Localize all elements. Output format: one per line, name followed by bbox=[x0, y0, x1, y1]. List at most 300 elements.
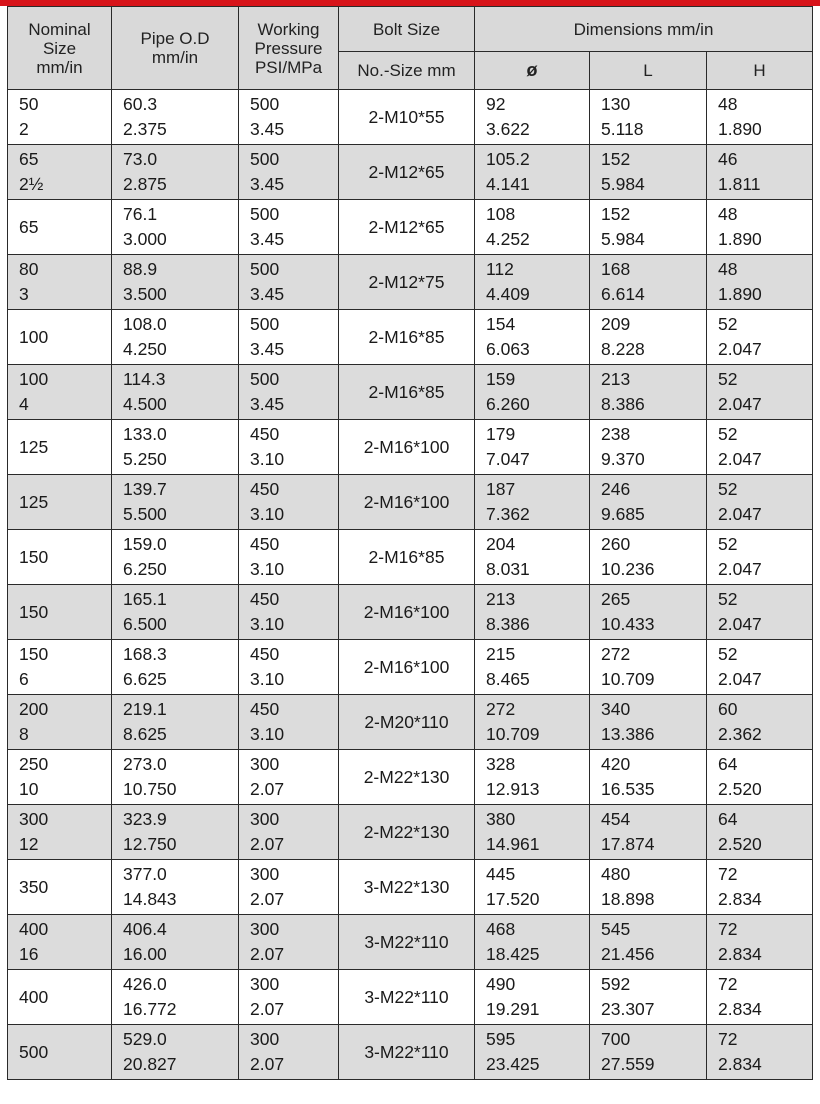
table-row bbox=[8, 805, 813, 860]
pressure-cell-in: 2.07 bbox=[250, 779, 285, 799]
height-cell bbox=[707, 970, 813, 1025]
diameter-cell bbox=[475, 860, 590, 915]
table-row bbox=[8, 585, 813, 640]
nominal-size-cell bbox=[8, 695, 112, 750]
diameter-cell-mm: 215 bbox=[486, 644, 516, 664]
diameter-cell-in: 18.425 bbox=[486, 944, 540, 964]
length-cell bbox=[590, 420, 707, 475]
nominal-size-cell bbox=[8, 145, 112, 200]
table-row bbox=[8, 750, 813, 805]
nominal-size-cell bbox=[8, 310, 112, 365]
pipe-od-cell-in: 12.750 bbox=[123, 834, 177, 854]
bolt-size-cell: 3-M22*130 bbox=[339, 860, 475, 915]
pressure-cell bbox=[239, 200, 339, 255]
pipe-od-cell-mm: 323.9 bbox=[123, 809, 167, 829]
pipe-od-cell-in: 8.625 bbox=[123, 724, 167, 744]
diameter-cell-in: 17.520 bbox=[486, 889, 540, 909]
height-cell-mm: 52 bbox=[718, 644, 738, 664]
diameter-cell bbox=[475, 915, 590, 970]
diameter-cell bbox=[475, 255, 590, 310]
height-cell-in: 2.047 bbox=[718, 504, 762, 524]
pipe-od-cell-mm: 165.1 bbox=[123, 589, 167, 609]
diameter-cell bbox=[475, 145, 590, 200]
nominal-size-cell bbox=[8, 805, 112, 860]
height-cell bbox=[707, 200, 813, 255]
height-cell bbox=[707, 530, 813, 585]
nominal-size-cell-in: 2 bbox=[19, 119, 29, 139]
length-cell-in: 17.874 bbox=[601, 834, 655, 854]
diameter-cell-mm: 179 bbox=[486, 424, 516, 444]
pipe-od-cell-in: 6.500 bbox=[123, 614, 167, 634]
height-cell bbox=[707, 255, 813, 310]
nominal-size-cell-mm: 200 bbox=[19, 699, 49, 719]
length-cell-in: 10.433 bbox=[601, 614, 655, 634]
height-cell-mm: 46 bbox=[718, 149, 738, 169]
header-bolt-size: Bolt Size bbox=[339, 7, 475, 52]
header-diameter: ø bbox=[475, 52, 590, 90]
pressure-cell-in: 3.10 bbox=[250, 614, 285, 634]
diameter-cell-in: 6.063 bbox=[486, 339, 530, 359]
pipe-od-cell bbox=[112, 1025, 239, 1080]
pressure-cell bbox=[239, 750, 339, 805]
pressure-cell-in: 3.10 bbox=[250, 669, 285, 689]
diameter-cell-mm: 204 bbox=[486, 534, 516, 554]
nominal-size-cell bbox=[8, 365, 112, 420]
nominal-size-cell-mm: 400 bbox=[19, 919, 49, 939]
nominal-size-cell-in: 2½ bbox=[19, 174, 44, 194]
height-cell-mm: 60 bbox=[718, 699, 738, 719]
pressure-cell bbox=[239, 90, 339, 145]
diameter-cell bbox=[475, 805, 590, 860]
length-cell bbox=[590, 530, 707, 585]
pressure-cell-mm: 500 bbox=[250, 94, 280, 114]
pressure-cell-in: 2.07 bbox=[250, 1054, 285, 1074]
pipe-od-cell bbox=[112, 970, 239, 1025]
pipe-coupling-spec-table bbox=[7, 6, 813, 1080]
table-row bbox=[8, 255, 813, 310]
nominal-size-cell bbox=[8, 200, 112, 255]
height-cell bbox=[707, 585, 813, 640]
length-cell-in: 21.456 bbox=[601, 944, 655, 964]
length-cell-in: 6.614 bbox=[601, 284, 645, 304]
bolt-size-cell: 2-M12*75 bbox=[339, 255, 475, 310]
pressure-cell-in: 3.45 bbox=[250, 119, 285, 139]
pipe-od-cell bbox=[112, 695, 239, 750]
bolt-size-cell: 3-M22*110 bbox=[339, 970, 475, 1025]
length-cell bbox=[590, 970, 707, 1025]
pipe-od-cell-in: 3.000 bbox=[123, 229, 167, 249]
nominal-size-cell bbox=[8, 750, 112, 805]
diameter-cell-mm: 328 bbox=[486, 754, 516, 774]
diameter-cell bbox=[475, 530, 590, 585]
length-cell bbox=[590, 90, 707, 145]
length-cell bbox=[590, 475, 707, 530]
diameter-cell bbox=[475, 695, 590, 750]
pressure-cell bbox=[239, 585, 339, 640]
pipe-od-cell bbox=[112, 530, 239, 585]
pressure-cell bbox=[239, 805, 339, 860]
length-cell-in: 5.118 bbox=[601, 119, 644, 139]
pipe-od-cell-in: 10.750 bbox=[123, 779, 177, 799]
header-nominal-size: Nominal Size mm/in bbox=[8, 7, 112, 90]
pipe-od-cell bbox=[112, 90, 239, 145]
pipe-od-cell-mm: 73.0 bbox=[123, 149, 158, 169]
pipe-od-cell-mm: 426.0 bbox=[123, 974, 167, 994]
length-cell bbox=[590, 310, 707, 365]
diameter-cell-in: 4.409 bbox=[486, 284, 530, 304]
pressure-cell-in: 3.45 bbox=[250, 394, 285, 414]
length-cell-in: 13.386 bbox=[601, 724, 655, 744]
length-cell bbox=[590, 145, 707, 200]
nominal-size-cell bbox=[8, 1025, 112, 1080]
height-cell-mm: 72 bbox=[718, 1029, 738, 1049]
height-cell-mm: 52 bbox=[718, 424, 738, 444]
diameter-cell-in: 6.260 bbox=[486, 394, 530, 414]
height-cell-in: 1.890 bbox=[718, 284, 762, 304]
height-cell-mm: 72 bbox=[718, 974, 738, 994]
pressure-cell bbox=[239, 970, 339, 1025]
height-cell bbox=[707, 310, 813, 365]
diameter-cell-in: 8.031 bbox=[486, 559, 530, 579]
table-row bbox=[8, 695, 813, 750]
diameter-cell-mm: 92 bbox=[486, 94, 506, 114]
diameter-cell bbox=[475, 475, 590, 530]
header-working-pressure: Working Pressure PSI/MPa bbox=[239, 7, 339, 90]
pressure-cell-mm: 300 bbox=[250, 754, 280, 774]
nominal-size-cell-mm: 100 bbox=[19, 369, 49, 389]
diameter-cell-in: 7.362 bbox=[486, 504, 530, 524]
table-row bbox=[8, 970, 813, 1025]
diameter-cell-mm: 380 bbox=[486, 809, 516, 829]
length-cell-in: 8.228 bbox=[601, 339, 645, 359]
diameter-cell-mm: 272 bbox=[486, 699, 516, 719]
nominal-size-cell bbox=[8, 90, 112, 145]
length-cell-mm: 454 bbox=[601, 809, 631, 829]
bolt-size-cell: 2-M16*100 bbox=[339, 640, 475, 695]
pipe-od-cell-mm: 108.0 bbox=[123, 314, 167, 334]
pressure-cell bbox=[239, 915, 339, 970]
pipe-od-cell-in: 4.250 bbox=[123, 339, 167, 359]
height-cell bbox=[707, 695, 813, 750]
height-cell bbox=[707, 805, 813, 860]
height-cell-mm: 72 bbox=[718, 919, 738, 939]
pipe-od-cell-mm: 88.9 bbox=[123, 259, 158, 279]
length-cell-in: 23.307 bbox=[601, 999, 655, 1019]
table-row bbox=[8, 915, 813, 970]
length-cell-mm: 152 bbox=[601, 149, 631, 169]
length-cell bbox=[590, 1025, 707, 1080]
pipe-od-cell-mm: 168.3 bbox=[123, 644, 167, 664]
table-row bbox=[8, 420, 813, 475]
pressure-cell-mm: 500 bbox=[250, 314, 280, 334]
bolt-size-cell: 2-M10*55 bbox=[339, 90, 475, 145]
height-cell bbox=[707, 145, 813, 200]
pressure-cell-in: 2.07 bbox=[250, 834, 285, 854]
pressure-cell bbox=[239, 1025, 339, 1080]
nominal-size-cell-mm: 250 bbox=[19, 754, 49, 774]
pipe-od-cell-in: 16.772 bbox=[123, 999, 177, 1019]
pipe-od-cell bbox=[112, 860, 239, 915]
length-cell-mm: 340 bbox=[601, 699, 631, 719]
diameter-cell-in: 3.622 bbox=[486, 119, 530, 139]
pressure-cell bbox=[239, 860, 339, 915]
length-cell-mm: 420 bbox=[601, 754, 631, 774]
length-cell bbox=[590, 200, 707, 255]
diameter-cell-in: 14.961 bbox=[486, 834, 540, 854]
table-row bbox=[8, 310, 813, 365]
diameter-cell bbox=[475, 200, 590, 255]
pressure-cell-in: 3.10 bbox=[250, 724, 285, 744]
pressure-cell-mm: 500 bbox=[250, 149, 280, 169]
pressure-cell-mm: 300 bbox=[250, 809, 280, 829]
diameter-cell bbox=[475, 1025, 590, 1080]
height-cell-mm: 48 bbox=[718, 94, 738, 114]
pressure-cell-mm: 450 bbox=[250, 534, 280, 554]
length-cell-mm: 130 bbox=[601, 94, 631, 114]
pressure-cell-mm: 300 bbox=[250, 919, 280, 939]
length-cell bbox=[590, 255, 707, 310]
pressure-cell-mm: 300 bbox=[250, 974, 280, 994]
table-row bbox=[8, 530, 813, 585]
height-cell-mm: 48 bbox=[718, 204, 738, 224]
pipe-od-cell bbox=[112, 585, 239, 640]
header-height: H bbox=[707, 52, 813, 90]
pipe-od-cell-mm: 219.1 bbox=[123, 699, 167, 719]
nominal-size-cell bbox=[8, 970, 112, 1025]
pressure-cell-mm: 450 bbox=[250, 479, 280, 499]
bolt-size-cell: 2-M16*85 bbox=[339, 365, 475, 420]
nominal-size-cell-mm: 125 bbox=[19, 491, 49, 512]
table-row bbox=[8, 475, 813, 530]
length-cell-in: 18.898 bbox=[601, 889, 655, 909]
length-cell bbox=[590, 365, 707, 420]
pipe-od-cell bbox=[112, 255, 239, 310]
height-cell-mm: 72 bbox=[718, 864, 738, 884]
pressure-cell-mm: 450 bbox=[250, 699, 280, 719]
height-cell-mm: 52 bbox=[718, 314, 738, 334]
nominal-size-cell bbox=[8, 585, 112, 640]
diameter-cell-mm: 468 bbox=[486, 919, 516, 939]
nominal-size-cell bbox=[8, 420, 112, 475]
pipe-od-cell-mm: 273.0 bbox=[123, 754, 167, 774]
height-cell-mm: 52 bbox=[718, 479, 738, 499]
height-cell-in: 2.362 bbox=[718, 724, 762, 744]
length-cell bbox=[590, 585, 707, 640]
height-cell-mm: 52 bbox=[718, 589, 738, 609]
bolt-size-cell: 2-M20*110 bbox=[339, 695, 475, 750]
pipe-od-cell-in: 3.500 bbox=[123, 284, 167, 304]
pipe-od-cell bbox=[112, 475, 239, 530]
pressure-cell bbox=[239, 365, 339, 420]
height-cell-in: 2.834 bbox=[718, 889, 762, 909]
height-cell-in: 2.834 bbox=[718, 999, 762, 1019]
table-row bbox=[8, 200, 813, 255]
table-header bbox=[8, 7, 813, 90]
diameter-cell-mm: 105.2 bbox=[486, 149, 530, 169]
pipe-od-cell bbox=[112, 750, 239, 805]
length-cell-mm: 272 bbox=[601, 644, 631, 664]
pressure-cell-mm: 500 bbox=[250, 259, 280, 279]
pressure-cell-mm: 450 bbox=[250, 589, 280, 609]
length-cell bbox=[590, 805, 707, 860]
header-length: L bbox=[590, 52, 707, 90]
diameter-cell-mm: 187 bbox=[486, 479, 516, 499]
length-cell-in: 27.559 bbox=[601, 1054, 655, 1074]
bolt-size-cell: 3-M22*110 bbox=[339, 1025, 475, 1080]
pressure-cell-mm: 450 bbox=[250, 424, 280, 444]
nominal-size-cell bbox=[8, 530, 112, 585]
height-cell bbox=[707, 640, 813, 695]
pipe-od-cell-mm: 139.7 bbox=[123, 479, 167, 499]
diameter-cell bbox=[475, 970, 590, 1025]
diameter-cell-in: 23.425 bbox=[486, 1054, 540, 1074]
nominal-size-cell bbox=[8, 860, 112, 915]
bolt-size-cell: 2-M16*100 bbox=[339, 475, 475, 530]
bolt-size-cell: 2-M12*65 bbox=[339, 145, 475, 200]
nominal-size-cell-mm: 300 bbox=[19, 809, 49, 829]
nominal-size-cell-in: 16 bbox=[19, 944, 39, 964]
diameter-cell-mm: 595 bbox=[486, 1029, 516, 1049]
length-cell-mm: 246 bbox=[601, 479, 631, 499]
diameter-cell-mm: 490 bbox=[486, 974, 516, 994]
nominal-size-cell bbox=[8, 475, 112, 530]
height-cell-mm: 52 bbox=[718, 369, 738, 389]
length-cell-mm: 700 bbox=[601, 1029, 631, 1049]
pressure-cell bbox=[239, 310, 339, 365]
pressure-cell bbox=[239, 530, 339, 585]
table-row bbox=[8, 1025, 813, 1080]
pressure-cell-mm: 300 bbox=[250, 864, 280, 884]
length-cell-mm: 152 bbox=[601, 204, 631, 224]
height-cell bbox=[707, 915, 813, 970]
pipe-od-cell-mm: 133.0 bbox=[123, 424, 167, 444]
length-cell-in: 5.984 bbox=[601, 229, 645, 249]
diameter-cell bbox=[475, 90, 590, 145]
height-cell-mm: 48 bbox=[718, 259, 738, 279]
diameter-cell bbox=[475, 365, 590, 420]
diameter-cell-in: 12.913 bbox=[486, 779, 540, 799]
header-bolt-sub: No.-Size mm bbox=[339, 52, 475, 90]
diameter-cell bbox=[475, 420, 590, 475]
height-cell-in: 2.834 bbox=[718, 1054, 762, 1074]
height-cell-in: 1.811 bbox=[718, 174, 761, 194]
length-cell-in: 8.386 bbox=[601, 394, 645, 414]
table-row bbox=[8, 145, 813, 200]
diameter-cell-in: 8.465 bbox=[486, 669, 530, 689]
bolt-size-cell: 2-M22*130 bbox=[339, 750, 475, 805]
length-cell-mm: 209 bbox=[601, 314, 631, 334]
height-cell-in: 2.047 bbox=[718, 669, 762, 689]
length-cell bbox=[590, 750, 707, 805]
nominal-size-cell-mm: 125 bbox=[19, 436, 49, 457]
height-cell bbox=[707, 750, 813, 805]
bolt-size-cell: 2-M22*130 bbox=[339, 805, 475, 860]
nominal-size-cell-in: 8 bbox=[19, 724, 29, 744]
pressure-cell-mm: 500 bbox=[250, 204, 280, 224]
pipe-od-cell-mm: 114.3 bbox=[123, 369, 166, 389]
height-cell-in: 1.890 bbox=[718, 119, 762, 139]
diameter-cell-in: 7.047 bbox=[486, 449, 530, 469]
diameter-cell bbox=[475, 585, 590, 640]
pipe-od-cell bbox=[112, 310, 239, 365]
height-cell-mm: 52 bbox=[718, 534, 738, 554]
height-cell-in: 2.047 bbox=[718, 559, 762, 579]
length-cell-in: 16.535 bbox=[601, 779, 655, 799]
length-cell bbox=[590, 915, 707, 970]
nominal-size-cell-mm: 500 bbox=[19, 1041, 49, 1062]
pipe-od-cell-in: 6.250 bbox=[123, 559, 167, 579]
table-row bbox=[8, 860, 813, 915]
height-cell-in: 2.047 bbox=[718, 614, 762, 634]
nominal-size-cell bbox=[8, 640, 112, 695]
pressure-cell bbox=[239, 695, 339, 750]
pipe-od-cell-in: 14.843 bbox=[123, 889, 177, 909]
pipe-od-cell-mm: 76.1 bbox=[123, 204, 158, 224]
diameter-cell bbox=[475, 640, 590, 695]
height-cell bbox=[707, 365, 813, 420]
table-body bbox=[8, 90, 813, 1080]
pressure-cell-mm: 300 bbox=[250, 1029, 280, 1049]
pipe-od-cell-in: 16.00 bbox=[123, 944, 167, 964]
pipe-od-cell-mm: 159.0 bbox=[123, 534, 167, 554]
height-cell bbox=[707, 90, 813, 145]
bolt-size-cell: 2-M16*85 bbox=[339, 310, 475, 365]
pipe-od-cell bbox=[112, 200, 239, 255]
pipe-od-cell bbox=[112, 915, 239, 970]
height-cell bbox=[707, 1025, 813, 1080]
diameter-cell-in: 8.386 bbox=[486, 614, 530, 634]
pressure-cell-in: 3.45 bbox=[250, 229, 285, 249]
diameter-cell-mm: 213 bbox=[486, 589, 516, 609]
diameter-cell-in: 19.291 bbox=[486, 999, 540, 1019]
height-cell-in: 2.520 bbox=[718, 779, 762, 799]
nominal-size-cell-mm: 350 bbox=[19, 876, 49, 897]
bolt-size-cell: 2-M16*100 bbox=[339, 585, 475, 640]
pressure-cell bbox=[239, 420, 339, 475]
height-cell-in: 2.047 bbox=[718, 394, 762, 414]
height-cell-in: 2.834 bbox=[718, 944, 762, 964]
length-cell-in: 9.370 bbox=[601, 449, 645, 469]
pipe-od-cell bbox=[112, 145, 239, 200]
height-cell-in: 1.890 bbox=[718, 229, 762, 249]
diameter-cell-in: 4.141 bbox=[486, 174, 530, 194]
pipe-od-cell-mm: 529.0 bbox=[123, 1029, 167, 1049]
nominal-size-cell-mm: 50 bbox=[19, 94, 39, 114]
bolt-size-cell: 3-M22*110 bbox=[339, 915, 475, 970]
pressure-cell-in: 2.07 bbox=[250, 999, 285, 1019]
header-dimensions: Dimensions mm/in bbox=[475, 7, 813, 52]
length-cell-mm: 592 bbox=[601, 974, 631, 994]
diameter-cell-mm: 154 bbox=[486, 314, 516, 334]
diameter-cell-mm: 445 bbox=[486, 864, 516, 884]
pressure-cell bbox=[239, 640, 339, 695]
pipe-od-cell-in: 4.500 bbox=[123, 394, 167, 414]
pipe-od-cell bbox=[112, 420, 239, 475]
length-cell-in: 10.709 bbox=[601, 669, 655, 689]
diameter-cell-mm: 108 bbox=[486, 204, 516, 224]
nominal-size-cell-mm: 150 bbox=[19, 601, 49, 622]
nominal-size-cell-mm: 150 bbox=[19, 644, 49, 664]
pipe-od-cell-in: 2.375 bbox=[123, 119, 167, 139]
height-cell bbox=[707, 420, 813, 475]
pipe-od-cell-mm: 60.3 bbox=[123, 94, 158, 114]
length-cell-in: 5.984 bbox=[601, 174, 645, 194]
nominal-size-cell-in: 4 bbox=[19, 394, 29, 414]
length-cell-mm: 260 bbox=[601, 534, 631, 554]
pressure-cell bbox=[239, 475, 339, 530]
length-cell bbox=[590, 640, 707, 695]
nominal-size-cell-in: 6 bbox=[19, 669, 29, 689]
